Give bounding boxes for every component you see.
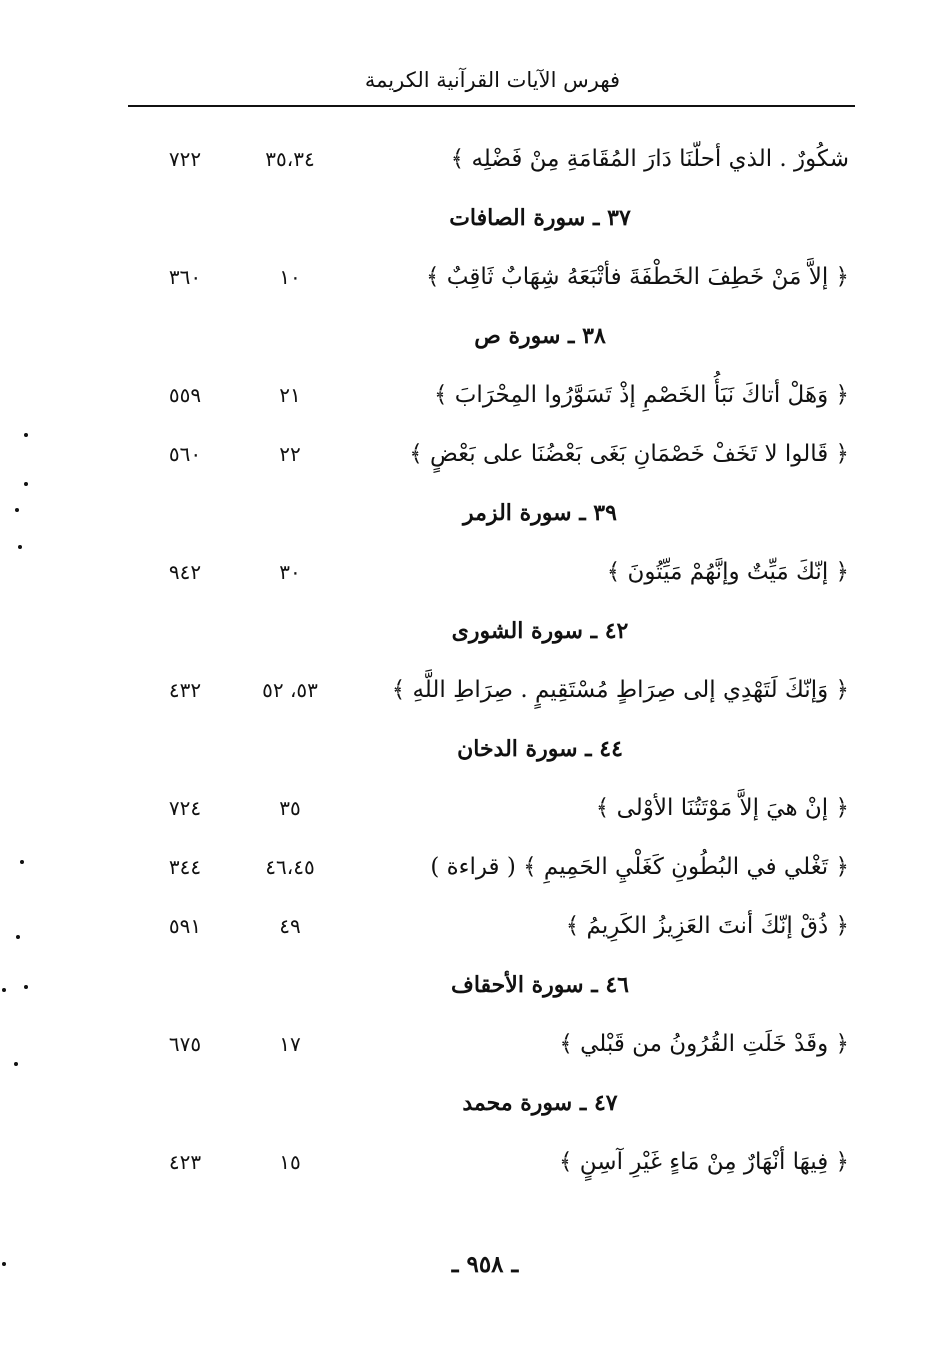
surah-heading-row bbox=[0, 956, 933, 1014]
ayah-number: ٢١ bbox=[279, 383, 301, 407]
scan-speck bbox=[2, 988, 6, 992]
surah-heading: ٣٧ ـ سورة الصافات bbox=[449, 205, 631, 231]
verse-row bbox=[0, 366, 933, 424]
running-header: فهرس الآيات القرآنية الكريمة bbox=[364, 68, 621, 92]
surah-heading-row bbox=[0, 602, 933, 660]
surah-heading-row bbox=[0, 720, 933, 778]
verse-text: ﴿ فِيهَا أنْهَارٌ مِنْ مَاءٍ غَيْرِ آسِنٍ ﴾ bbox=[559, 1149, 849, 1175]
verse-row bbox=[0, 130, 933, 188]
surah-heading-row bbox=[0, 1074, 933, 1132]
page-reference: ٣٦٠ bbox=[168, 265, 202, 289]
ayah-number: ٤٦،٤٥ bbox=[265, 855, 315, 879]
ayah-number: ١٥ bbox=[279, 1150, 301, 1174]
ayah-number: ٤٩ bbox=[279, 914, 301, 938]
ayah-number: ١٧ bbox=[279, 1032, 301, 1056]
verse-row bbox=[0, 779, 933, 837]
ayah-number: ٣٥،٣٤ bbox=[265, 147, 315, 171]
surah-heading-row bbox=[0, 484, 933, 542]
surah-heading-row bbox=[0, 189, 933, 247]
verse-text: ﴿ تَغْلي في البُطُونِ كَغَلْيِ الحَمِيمِ ﴾ ( قراءة ) bbox=[430, 854, 849, 880]
page-reference: ٥٦٠ bbox=[168, 442, 202, 466]
ayah-number: ٥٣، ٥٢ bbox=[262, 678, 318, 702]
scan-speck bbox=[15, 508, 19, 512]
scan-speck bbox=[24, 985, 28, 989]
verse-row bbox=[0, 1015, 933, 1073]
surah-heading: ٤٤ ـ سورة الدخان bbox=[457, 736, 623, 762]
scan-speck bbox=[24, 482, 28, 486]
page-reference: ٧٢٢ bbox=[168, 147, 202, 171]
verse-text: ﴿ إنّكَ مَيِّتٌ وإنَّهُمْ مَيِّتُونَ ﴾ bbox=[606, 559, 849, 585]
header-rule bbox=[128, 105, 855, 107]
surah-heading: ٣٨ ـ سورة ص bbox=[474, 323, 606, 349]
verse-row bbox=[0, 1133, 933, 1191]
scan-speck bbox=[16, 935, 20, 939]
scan-speck bbox=[2, 1262, 6, 1266]
page-reference: ٧٢٤ bbox=[168, 796, 202, 820]
scan-speck bbox=[18, 545, 22, 549]
surah-heading: ٤٧ ـ سورة محمد bbox=[462, 1090, 618, 1116]
verse-text: ﴿ ذُقْ إنّكَ أنتَ العَزِيزُ الكَرِيمُ ﴾ bbox=[565, 913, 849, 939]
surah-heading: ٤٦ ـ سورة الأحقاف bbox=[451, 972, 629, 998]
surah-heading: ٣٩ ـ سورة الزمر bbox=[463, 500, 617, 526]
page-reference: ٣٤٤ bbox=[168, 855, 202, 879]
verse-text: ﴿ وقَدْ خَلَتِ القُرُونُ من قَبْلي ﴾ bbox=[559, 1031, 849, 1057]
verse-text: شكُورٌ . الذي أحلّنَا دَارَ المُقَامَةِ مِنْ فَضْلِه ﴾ bbox=[450, 146, 849, 172]
verse-row bbox=[0, 897, 933, 955]
ayah-number: ٣٠ bbox=[279, 560, 301, 584]
page-reference: ٥٥٩ bbox=[168, 383, 202, 407]
page-reference: ٥٩١ bbox=[168, 914, 202, 938]
scan-speck bbox=[24, 433, 28, 437]
surah-heading-row bbox=[0, 307, 933, 365]
ayah-number: ٢٢ bbox=[279, 442, 301, 466]
verse-text: ﴿ وَإنّكَ لَتَهْدِي إلى صِرَاطٍ مُسْتَقِيمٍ . صِرَاطِ اللَّهِ ﴾ bbox=[391, 677, 849, 703]
surah-heading: ٤٢ ـ سورة الشورى bbox=[451, 618, 629, 644]
verse-row bbox=[0, 838, 933, 896]
verse-text: ﴿ إلاَّ مَنْ خَطِفَ الخَطْفَةَ فأتْبَعَهُ شِهَابٌ ثَاقِبٌ ﴾ bbox=[425, 264, 849, 290]
verse-text: ﴿ قَالوا لا تَخَفْ خَصْمَانِ بَغَى بَعْضُنَا على بَعْضٍ ﴾ bbox=[409, 441, 849, 467]
page-reference: ٤٢٣ bbox=[168, 1150, 202, 1174]
verse-row bbox=[0, 661, 933, 719]
verse-text: ﴿ إنْ هيَ إلاَّ مَوْتَتُنَا الأوْلى ﴾ bbox=[595, 795, 849, 821]
verse-row bbox=[0, 248, 933, 306]
ayah-number: ١٠ bbox=[279, 265, 301, 289]
verse-row bbox=[0, 425, 933, 483]
scan-speck bbox=[20, 860, 24, 864]
verse-text: ﴿ وَهَلْ أتاكَ نَبَأُ الخَصْمِ إذْ تَسَوَّرُوا المِحْرَابَ ﴾ bbox=[433, 382, 849, 408]
scan-speck bbox=[14, 1062, 18, 1066]
ayah-number: ٣٥ bbox=[279, 796, 301, 820]
verse-row bbox=[0, 543, 933, 601]
page-reference: ٦٧٥ bbox=[168, 1032, 202, 1056]
page-reference: ٩٤٢ bbox=[168, 560, 202, 584]
page-reference: ٤٣٢ bbox=[168, 678, 202, 702]
page-number: ـ ٩٥٨ ـ bbox=[451, 1251, 519, 1278]
